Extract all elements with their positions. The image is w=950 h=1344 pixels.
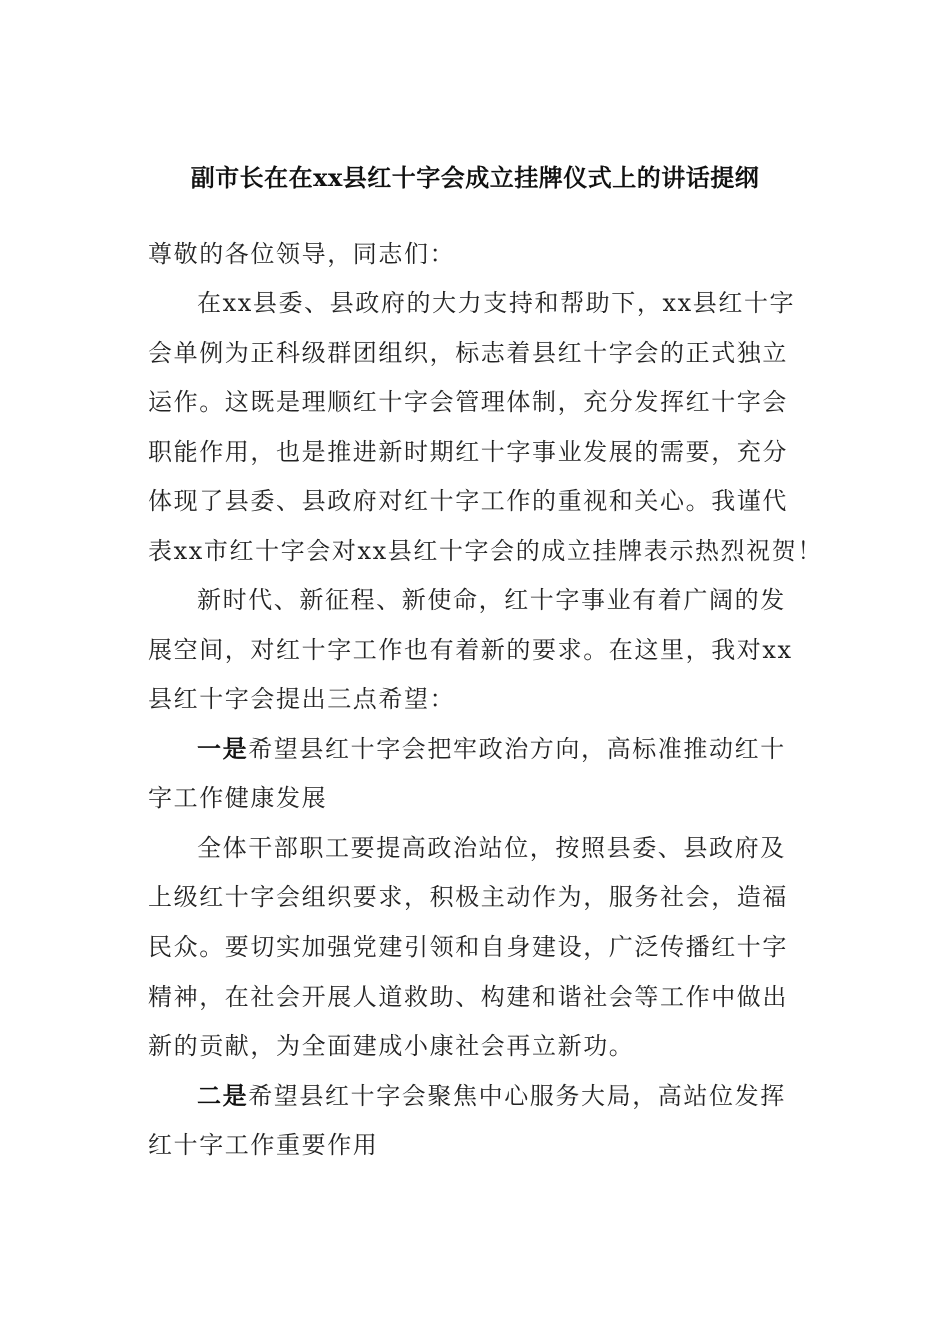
- paragraph-line: 运作。这既是理顺红十字会管理体制，充分发挥红十字会: [148, 388, 788, 416]
- point-two-continuation: 红十字工作重要作用: [148, 1131, 379, 1159]
- salutation: 尊敬的各位领导，同志们：: [148, 240, 456, 268]
- point-two-heading: [197, 1078, 786, 1114]
- paragraph-line: 展空间，对红十字工作也有着新的要求。在这里，我对xx: [148, 636, 793, 664]
- paragraph-line: 全体干部职工要提高政治站位，按照县委、县政府及: [197, 834, 786, 862]
- paragraph-line: 精神，在社会开展人道救助、构建和谐社会等工作中做出: [148, 983, 788, 1011]
- point-one-heading: [197, 731, 786, 767]
- paragraph-line: 在xx县委、县政府的大力支持和帮助下，xx县红十字: [197, 289, 796, 317]
- document-title: 副市长在在xx县红十字会成立挂牌仪式上的讲话提纲: [190, 163, 760, 192]
- paragraph-line: 民众。要切实加强党建引领和自身建设，广泛传播红十字: [148, 933, 788, 961]
- point-one-label: 一是: [197, 734, 249, 763]
- paragraph-line: 会单例为正科级群团组织，标志着县红十字会的正式独立: [148, 339, 788, 367]
- point-two-text: 希望县红十字会聚焦中心服务大局，高站位发挥: [248, 1082, 786, 1110]
- paragraph-line: 职能作用，也是推进新时期红十字事业发展的需要，充分: [148, 438, 788, 466]
- point-one-continuation: 字工作健康发展: [148, 784, 328, 812]
- paragraph-line: 体现了县委、县政府对红十字工作的重视和关心。我谨代: [148, 487, 788, 515]
- point-one-text: 希望县红十字会把牢政治方向，高标准推动红十: [248, 735, 786, 763]
- paragraph-line: 县红十字会提出三点希望：: [148, 685, 456, 713]
- point-two-label: 二是: [197, 1081, 249, 1110]
- paragraph-line: 新的贡献，为全面建成小康社会再立新功。: [148, 1032, 635, 1060]
- paragraph-line: 新时代、新征程、新使命，红十字事业有着广阔的发: [197, 586, 786, 614]
- paragraph-line: 表xx市红十字会对xx县红十字会的成立挂牌表示热烈祝贺！: [148, 537, 823, 565]
- paragraph-line: 上级红十字会组织要求，积极主动作为，服务社会，造福: [148, 883, 788, 911]
